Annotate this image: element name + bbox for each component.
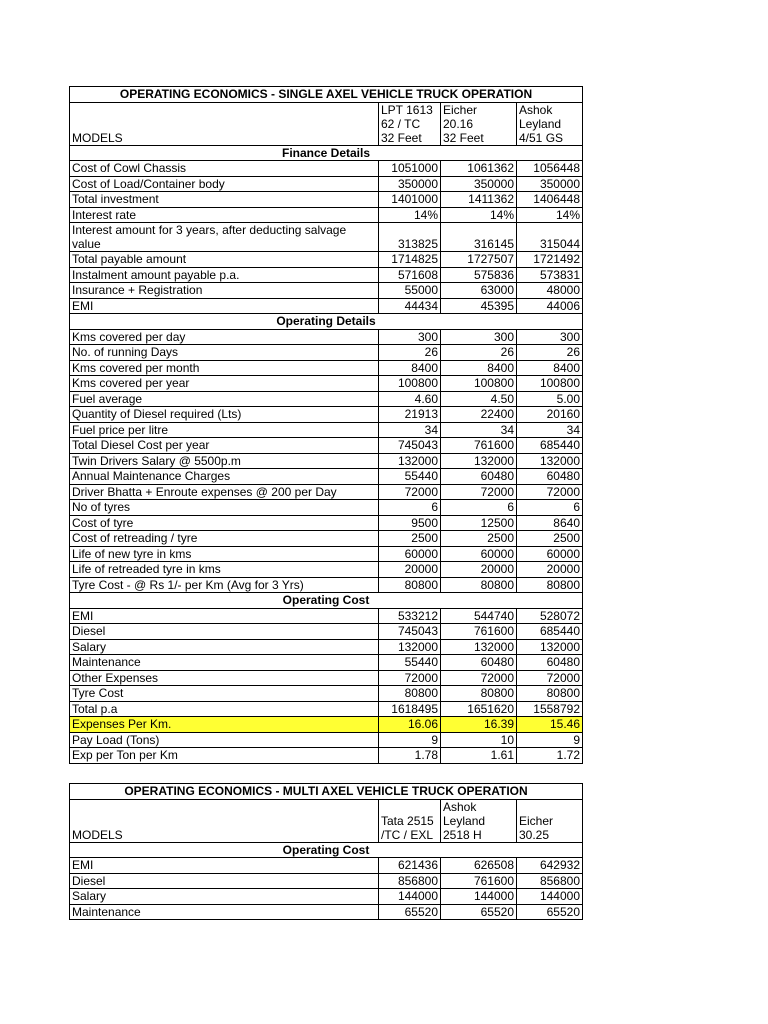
row-value: 72000 [379,484,441,500]
row-label: Salary [70,639,379,655]
table-row [70,873,583,889]
row-value: 34 [517,422,583,438]
row-label: Kms covered per day [70,329,379,345]
row-value: 528072 [517,608,583,624]
model-header-line: 30.25 [519,827,550,842]
row-value: 6 [379,500,441,516]
model-header-line: Ashok [443,799,477,814]
model-header-line: Ashok [519,102,553,117]
row-value: 60480 [517,469,583,485]
row-value: 44434 [379,298,441,314]
row-label: No of tyres [70,500,379,516]
row-label: Salary [70,889,379,905]
row-value: 575836 [441,267,517,283]
row-label-line: Interest amount for 3 years, after deducting salvage [72,223,347,237]
row-label: Interest rate [70,207,379,223]
model-header-line: Leyland [443,813,486,828]
row-value: 316145 [441,223,517,252]
model-header [379,799,441,842]
row-value: 1406448 [517,192,583,208]
row-label [70,223,379,252]
table-row [70,223,583,252]
row-value: 12500 [441,515,517,531]
table-row [70,889,583,905]
table-row [70,360,583,376]
model-header-line: 32 Feet [381,130,422,145]
table-title: OPERATING ECONOMICS - SINGLE AXEL VEHICLE TRUCK OPERATION [70,87,583,103]
row-value: 1727507 [441,252,517,268]
row-value: 300 [517,329,583,345]
row-value: 621436 [379,858,441,874]
row-value: 6 [517,500,583,516]
row-label: Cost of retreading / tyre [70,531,379,547]
model-header-line: 4/51 GS [519,130,564,145]
row-value: 4.60 [379,391,441,407]
row-label: Driver Bhatta + Enroute expenses @ 200 per Day [70,484,379,500]
row-value: 350000 [441,176,517,192]
model-header-line: 2518 H [443,827,482,842]
row-value: 72000 [441,484,517,500]
model-header-line: /TC / EXL [381,827,434,842]
section-title: Operating Cost [70,842,583,858]
row-value: 2500 [517,531,583,547]
table-row [70,207,583,223]
row-label: Instalment amount payable p.a. [70,267,379,283]
row-value: 9 [517,732,583,748]
row-label: Total Diesel Cost per year [70,438,379,454]
table-row [70,500,583,516]
table-row [70,732,583,748]
row-label: Maintenance [70,655,379,671]
row-value: 80800 [379,686,441,702]
multi-axel-table [69,783,583,920]
model-header [441,102,517,145]
row-value: 34 [379,422,441,438]
table-row [70,531,583,547]
table-row [70,345,583,361]
row-label: EMI [70,608,379,624]
row-label: Cost of Load/Container body [70,176,379,192]
row-label: Total investment [70,192,379,208]
row-value: 72000 [517,670,583,686]
row-label: Diesel [70,624,379,640]
row-value: 9500 [379,515,441,531]
row-value: 100800 [379,376,441,392]
row-value: 63000 [441,283,517,299]
row-value: 55000 [379,283,441,299]
row-value: 856800 [379,873,441,889]
row-value: 1714825 [379,252,441,268]
row-value: 1061362 [441,161,517,177]
row-value: 4.50 [441,391,517,407]
row-value: 15.46 [517,717,583,733]
row-value: 100800 [441,376,517,392]
table-row [70,329,583,345]
row-label: Other Expenses [70,670,379,686]
table-row [70,686,583,702]
table-row [70,176,583,192]
section-row [70,842,583,858]
table-row [70,407,583,423]
row-value: 10 [441,732,517,748]
row-value: 300 [379,329,441,345]
row-label: Tyre Cost [70,686,379,702]
table-row [70,453,583,469]
row-value: 72000 [517,484,583,500]
row-value: 60000 [517,546,583,562]
row-value: 100800 [517,376,583,392]
row-value: 16.39 [441,717,517,733]
row-value: 761600 [441,624,517,640]
row-value: 685440 [517,438,583,454]
row-value: 80800 [517,577,583,593]
row-value: 1618495 [379,701,441,717]
row-value: 1651620 [441,701,517,717]
row-value: 26 [517,345,583,361]
row-value: 132000 [517,639,583,655]
models-row [70,102,583,145]
table-row [70,298,583,314]
row-value: 60000 [379,546,441,562]
model-header [441,799,517,842]
row-value: 34 [441,422,517,438]
table-row [70,904,583,920]
row-label: Life of retreaded tyre in kms [70,562,379,578]
table-row [70,608,583,624]
table-row [70,639,583,655]
title-row [70,87,583,103]
title-row [70,784,583,800]
row-value: 132000 [517,453,583,469]
row-label: Kms covered per year [70,376,379,392]
row-value: 45395 [441,298,517,314]
model-header-line: Eicher [519,813,554,828]
table-row [70,515,583,531]
row-label: Fuel price per litre [70,422,379,438]
models-row [70,799,583,842]
table-row [70,192,583,208]
row-value: 65520 [379,904,441,920]
row-value: 2500 [379,531,441,547]
row-value: 6 [441,500,517,516]
row-value: 48000 [517,283,583,299]
row-label: Maintenance [70,904,379,920]
row-value: 65520 [517,904,583,920]
row-value: 20000 [379,562,441,578]
row-value: 132000 [379,453,441,469]
row-value: 60480 [517,655,583,671]
models-label: MODELS [70,102,379,145]
row-value: 1411362 [441,192,517,208]
table-row [70,252,583,268]
row-value: 132000 [379,639,441,655]
model-header-line: 20.16 [443,116,474,131]
row-value: 8400 [517,360,583,376]
row-label: Tyre Cost - @ Rs 1/- per Km (Avg for 3 Yrs) [70,577,379,593]
table-row [70,546,583,562]
section-row [70,145,583,161]
row-value: 60480 [441,469,517,485]
model-header-line: 32 Feet [443,130,484,145]
row-value: 5.00 [517,391,583,407]
row-value: 22400 [441,407,517,423]
row-label: Fuel average [70,391,379,407]
row-label: EMI [70,298,379,314]
row-value: 2500 [441,531,517,547]
row-value: 1558792 [517,701,583,717]
row-value: 26 [379,345,441,361]
table-row [70,858,583,874]
table-row [70,670,583,686]
row-value: 745043 [379,624,441,640]
table-row [70,283,583,299]
row-value: 60480 [441,655,517,671]
row-value: 14% [441,207,517,223]
table-row [70,376,583,392]
row-value: 8640 [517,515,583,531]
table-title: OPERATING ECONOMICS - MULTI AXEL VEHICLE TRUCK OPERATION [70,784,583,800]
row-value: 60000 [441,546,517,562]
table-row [70,701,583,717]
row-value: 144000 [379,889,441,905]
row-label: Pay Load (Tons) [70,732,379,748]
row-value: 1056448 [517,161,583,177]
row-label: Total p.a [70,701,379,717]
row-label: Annual Maintenance Charges [70,469,379,485]
row-value: 350000 [517,176,583,192]
row-label: Life of new tyre in kms [70,546,379,562]
model-header [517,799,583,842]
table-row [70,267,583,283]
row-value: 14% [379,207,441,223]
row-value: 80800 [379,577,441,593]
row-value: 144000 [517,889,583,905]
row-label: Insurance + Registration [70,283,379,299]
row-value: 571608 [379,267,441,283]
model-header-line: Tata 2515 [381,813,434,828]
row-value: 80800 [441,577,517,593]
row-value: 626508 [441,858,517,874]
row-value: 1.61 [441,748,517,764]
model-header [379,102,441,145]
table-row [70,161,583,177]
row-value: 14% [517,207,583,223]
row-value: 1051000 [379,161,441,177]
table-row [70,562,583,578]
table-row [70,577,583,593]
table-row [70,469,583,485]
row-value: 642932 [517,858,583,874]
table-row [70,484,583,500]
row-value: 132000 [441,453,517,469]
row-value: 80800 [441,686,517,702]
row-value: 20000 [441,562,517,578]
row-value: 350000 [379,176,441,192]
row-value: 44006 [517,298,583,314]
row-value: 72000 [379,670,441,686]
model-header-line: Leyland [519,116,562,131]
row-value: 8400 [379,360,441,376]
row-value: 55440 [379,469,441,485]
table-row [70,624,583,640]
row-value: 533212 [379,608,441,624]
section-row [70,593,583,609]
row-value: 8400 [441,360,517,376]
row-value: 856800 [517,873,583,889]
row-value: 72000 [441,670,517,686]
row-label: Exp per Ton per Km [70,748,379,764]
row-value: 1.72 [517,748,583,764]
row-label: Kms covered per month [70,360,379,376]
table-row [70,717,583,733]
row-value: 1.78 [379,748,441,764]
row-value: 65520 [441,904,517,920]
section-title: Finance Details [70,145,583,161]
row-label: Cost of Cowl Chassis [70,161,379,177]
row-label: Expenses Per Km. [70,717,379,733]
row-value: 26 [441,345,517,361]
row-value: 761600 [441,873,517,889]
row-label-line: value [72,237,101,251]
row-label: Diesel [70,873,379,889]
row-value: 313825 [379,223,441,252]
table-row [70,422,583,438]
row-value: 132000 [441,639,517,655]
row-value: 315044 [517,223,583,252]
model-header-line: 62 / TC [381,116,421,131]
section-title: Operating Details [70,314,583,330]
row-value: 745043 [379,438,441,454]
table-row [70,438,583,454]
row-value: 80800 [517,686,583,702]
row-value: 761600 [441,438,517,454]
row-value: 685440 [517,624,583,640]
row-value: 573831 [517,267,583,283]
row-value: 1401000 [379,192,441,208]
row-value: 544740 [441,608,517,624]
table-row [70,655,583,671]
model-header [517,102,583,145]
row-value: 1721492 [517,252,583,268]
row-value: 55440 [379,655,441,671]
table-row [70,391,583,407]
row-label: No. of running Days [70,345,379,361]
models-label: MODELS [70,799,379,842]
model-header-line: LPT 1613 [381,102,433,117]
row-label: Quantity of Diesel required (Lts) [70,407,379,423]
row-value: 144000 [441,889,517,905]
row-value: 20000 [517,562,583,578]
row-value: 20160 [517,407,583,423]
single-axel-table [69,86,583,764]
row-value: 300 [441,329,517,345]
row-label: Total payable amount [70,252,379,268]
model-header-line: Eicher [443,102,478,117]
row-value: 9 [379,732,441,748]
row-value: 16.06 [379,717,441,733]
row-label: EMI [70,858,379,874]
section-row [70,314,583,330]
row-label: Cost of tyre [70,515,379,531]
row-label: Twin Drivers Salary @ 5500p.m [70,453,379,469]
table-row [70,748,583,764]
row-value: 21913 [379,407,441,423]
section-title: Operating Cost [70,593,583,609]
